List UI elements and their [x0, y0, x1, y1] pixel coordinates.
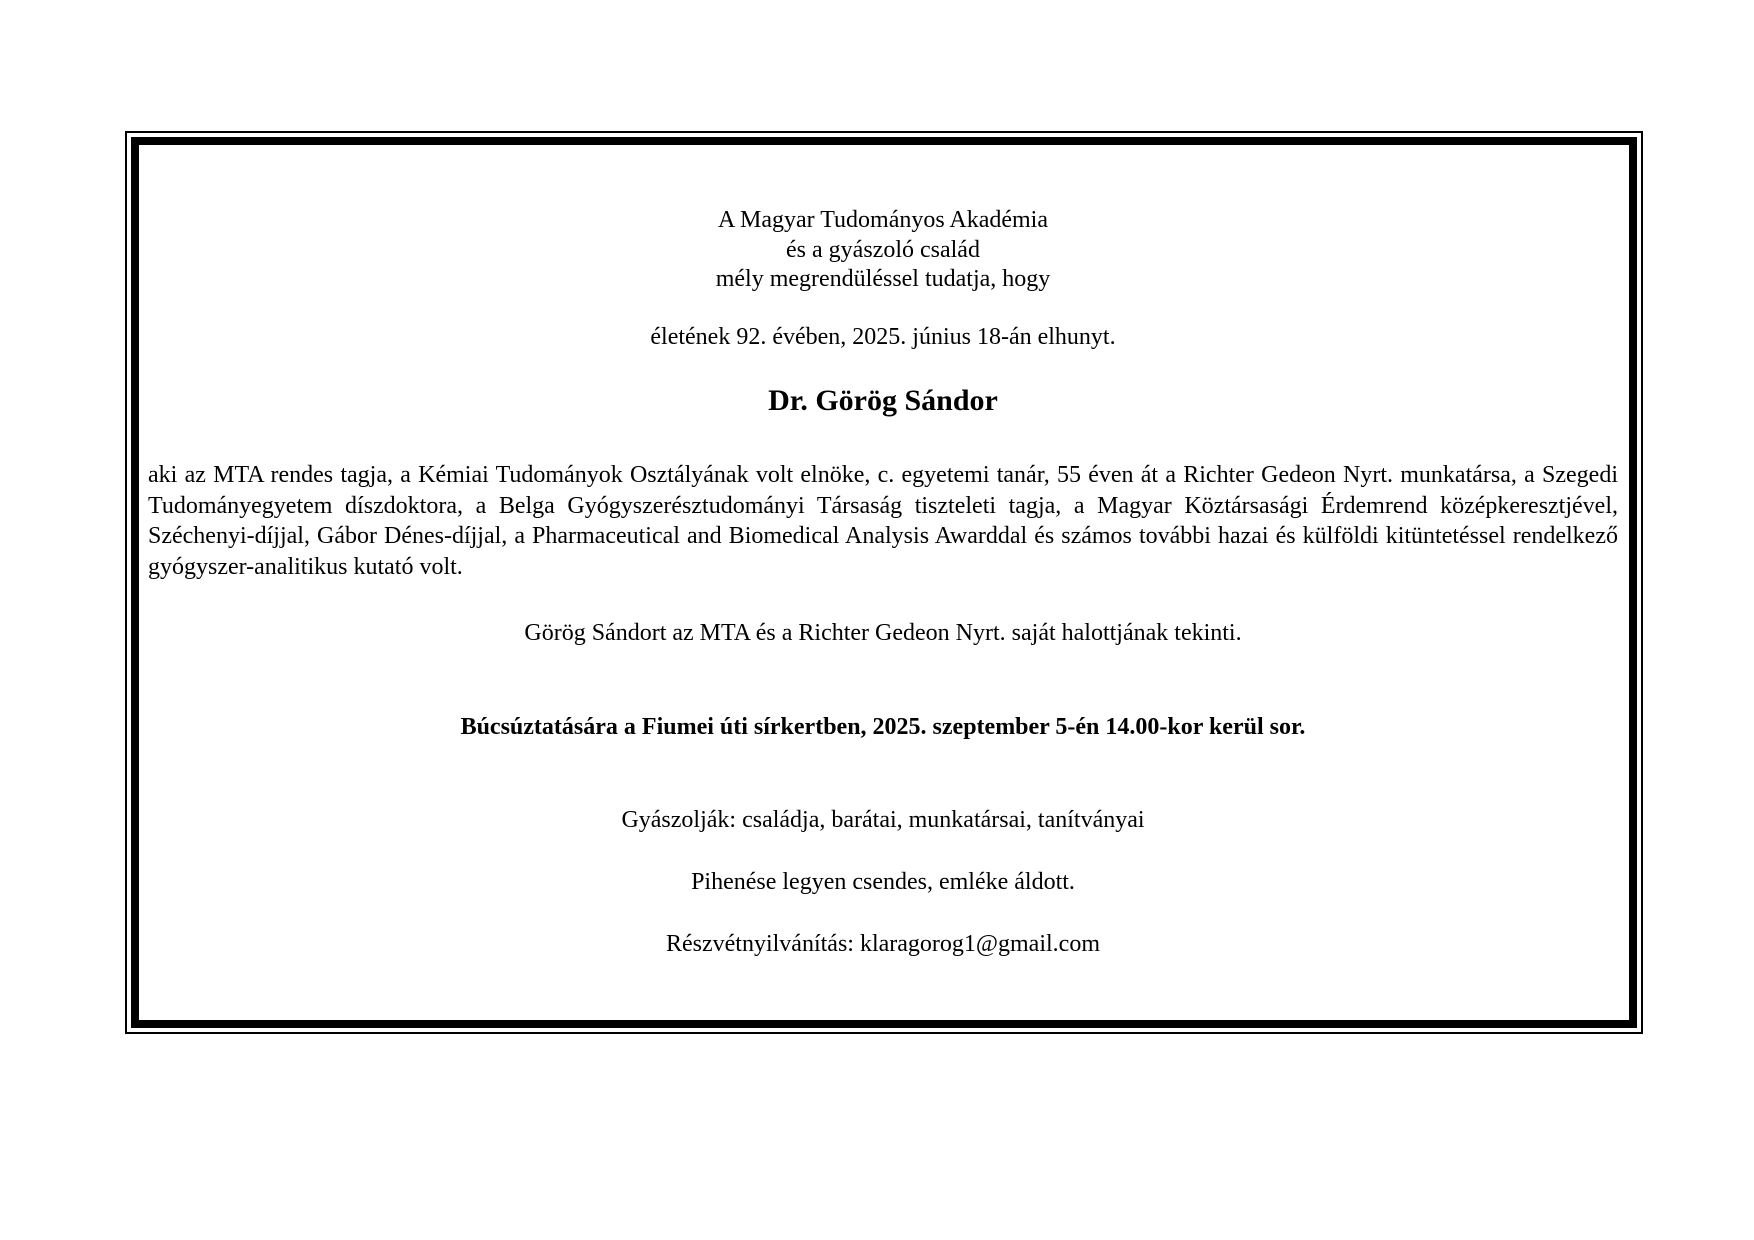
- biography: aki az MTA rendes tagja, a Kémiai Tudományok Osztályának volt elnöke, c. egyetemi tanár, 55 éven át a Richter Gedeon Nyrt. munkatársa, a Szegedi Tudományegyetem díszdoktora, a Belga Gyógyszerésztudományi Társaság tiszteleti tagja, a Magyar Köztársasági Érdemrend középkeresztjével, Széchenyi-díjjal, Gábor Dénes-díjjal, a Pharmaceutical and Biomedical Analysis Awarddal és számos további hazai és külföldi kitüntetéssel rendelkező gyógyszer-analitikus kutató volt.: [148, 462, 1618, 580]
- honor-statement: Görög Sándort az MTA és a Richter Gedeon Nyrt. saját halottjának tekinti.: [524, 620, 1242, 646]
- deceased-name: Dr. Görög Sándor: [768, 384, 998, 417]
- header-line-1: A Magyar Tudományos Akadémia: [718, 207, 1048, 233]
- funeral-announcement: Búcsúztatására a Fiumei úti sírkertben, 2025. szeptember 5-én 14.00-kor kerül sor.: [460, 714, 1306, 740]
- obituary-content: [148, 0, 1618, 1240]
- condolence-contact: Részvétnyilvánítás: klaragorog1@gmail.com: [666, 931, 1100, 957]
- farewell: Pihenése legyen csendes, emléke áldott.: [691, 869, 1075, 895]
- death-notice: életének 92. évében, 2025. június 18-án elhunyt.: [650, 324, 1116, 350]
- mourners: Gyászolják: családja, barátai, munkatársai, tanítványai: [621, 807, 1145, 833]
- header-line-3: mély megrendüléssel tudatja, hogy: [715, 266, 1051, 292]
- header-line-2: és a gyászoló család: [786, 237, 980, 263]
